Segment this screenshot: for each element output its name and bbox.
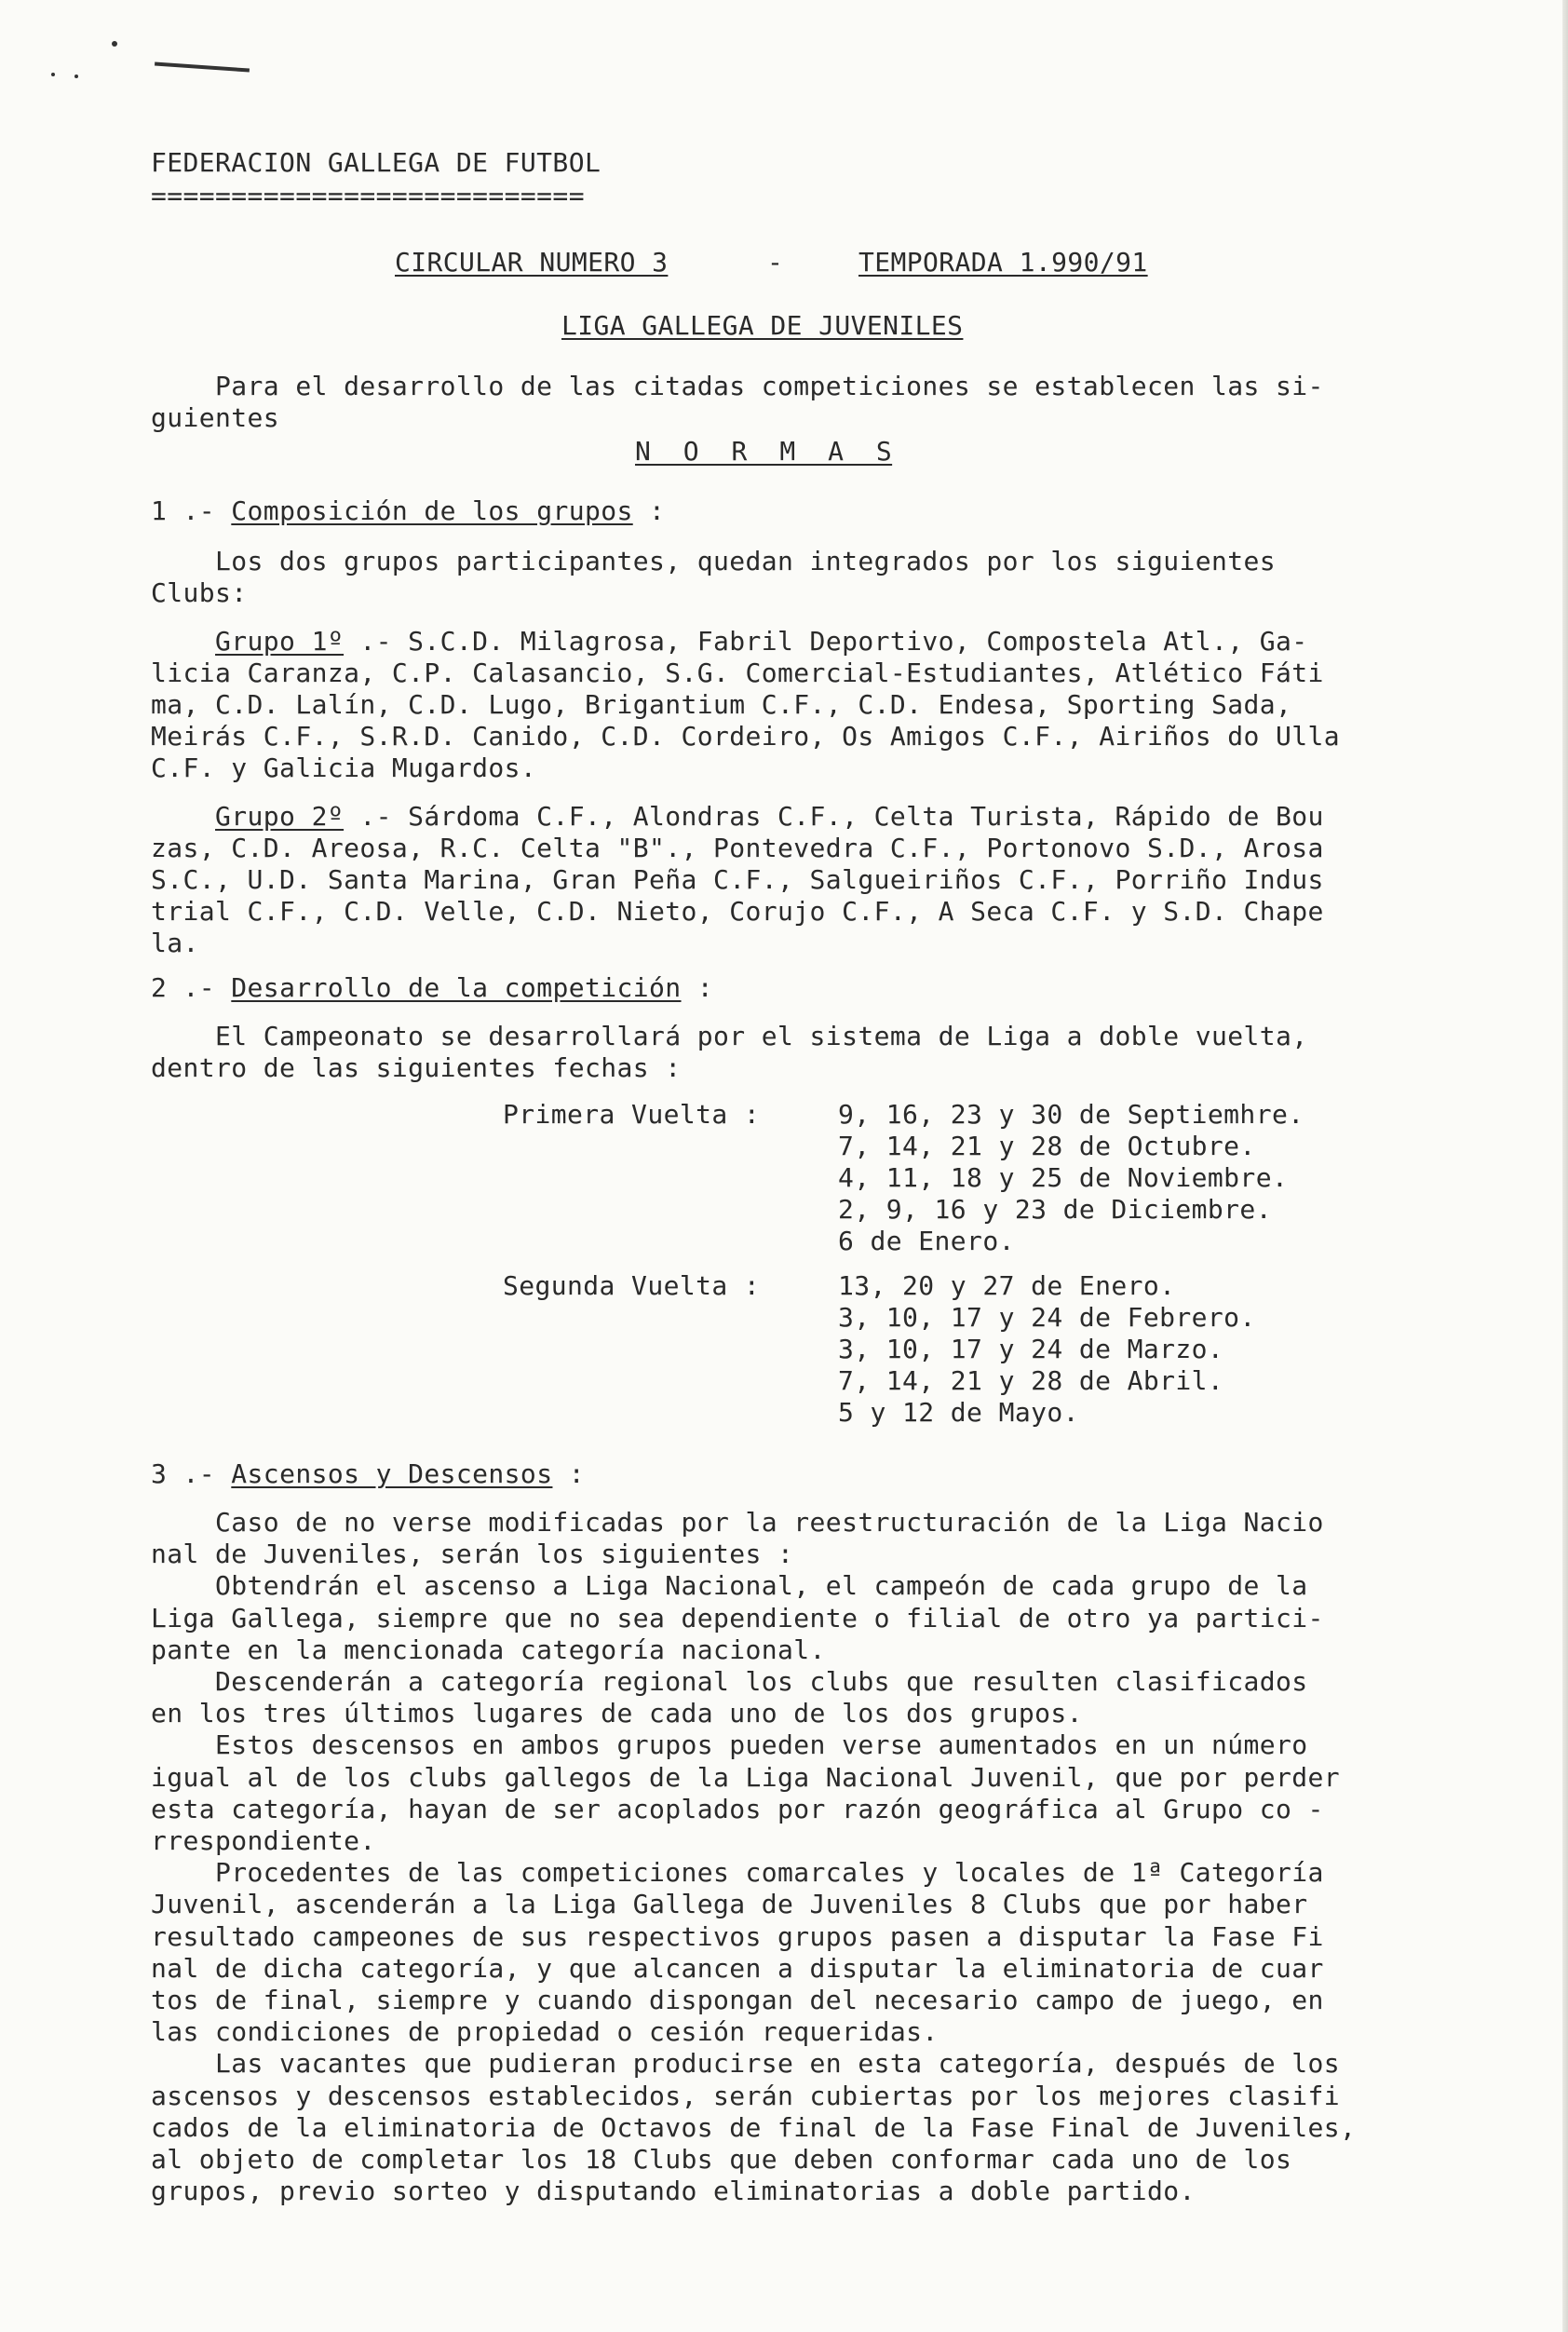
circular-number: CIRCULAR NUMERO 3 [395,247,669,278]
ink-mark [112,41,117,47]
group-2-line: zas, C.D. Areosa, R.C. Celta "B"., Pontevedra C.F., Portonovo S.D., Arosa [151,833,1324,863]
body-line: resultado campeones de sus respectivos grupos pasen a disputar la Fase Fi [151,1921,1324,1952]
body-line: ascensos y descensos establecidos, serán cubiertas por los mejores clasifi [151,2081,1341,2111]
section-number: 1 .- [151,495,232,526]
group-1-first: .- S.C.D. Milagrosa, Fabril Deportivo, Compostela Atl., Ga- [344,626,1308,657]
group-1-line: licia Caranza, C.P. Calasancio, S.G. Comercial-Estudiantes, Atlético Fáti [151,658,1324,688]
section-colon: : [632,495,666,526]
body-line: en los tres últimos lugares de cada uno de los dos grupos. [151,1698,1083,1729]
body-line: Las vacantes que pudieran producirse en esta categoría, después de los [151,2048,1341,2079]
body-line: Liga Gallega, siempre que no sea dependiente o filial de otro ya partici- [151,1603,1324,1634]
body-line: esta categoría, hayan de ser acoplados por razón geográfica al Grupo co - [151,1794,1324,1824]
intro-line: guientes [151,402,280,433]
body-line: tos de final, siempre y cuando dispongan del necesario campo de juego, en [151,1985,1324,2015]
page-edge [1562,0,1568,2332]
ink-mark [155,61,250,72]
date-line: 9, 16, 23 y 30 de Septiemhre. [838,1099,1304,1130]
section-colon: : [681,972,714,1003]
body-line: nal de Juveniles, serán los siguientes : [151,1539,794,1569]
date-line: 4, 11, 18 y 25 de Noviembre. [838,1162,1289,1193]
org-title: FEDERACION GALLEGA DE FUTBOL [151,147,602,178]
body-line: rrespondiente. [151,1825,376,1856]
section-title: Ascensos y Descensos [231,1458,553,1489]
group-1-line: Meirás C.F., S.R.D. Canido, C.D. Cordeiro, Os Amigos C.F., Airiños do Ulla [151,721,1341,752]
section-number: 3 .- [151,1458,232,1489]
section-colon: : [552,1458,585,1489]
body-line: grupos, previo sorteo y disputando eliminatorias a doble partido. [151,2176,1196,2206]
date-line: 5 y 12 de Mayo. [838,1397,1079,1428]
group-2-line: S.C., U.D. Santa Marina, Gran Peña C.F., Salgueiriños C.F., Porriño Indus [151,864,1324,895]
ink-mark [51,73,55,76]
body-line: cados de la eliminatoria de Octavos de final de la Fase Final de Juveniles, [151,2112,1357,2143]
date-line: 13, 20 y 27 de Enero. [838,1270,1176,1301]
date-line: 7, 14, 21 y 28 de Abril. [838,1365,1224,1396]
body-line: Descenderán a categoría regional los clubs que resulten clasificados [151,1666,1308,1697]
first-round-label: Primera Vuelta : [503,1099,761,1130]
body-line: al objeto de completar los 18 Clubs que deben conformar cada uno de los [151,2144,1292,2175]
section-title: Desarrollo de la competición [231,972,682,1003]
intro-line: Para el desarrollo de las citadas competiciones se establecen las si- [151,371,1324,401]
body-line: pante en la mencionada categoría nacional. [151,1634,826,1665]
section-2-heading [151,972,713,1004]
date-line: 3, 10, 17 y 24 de Marzo. [838,1334,1224,1364]
body-line: Obtendrán el ascenso a Liga Nacional, el campeón de cada grupo de la [151,1570,1308,1601]
group-1-line [151,626,1308,658]
body-line: Los dos grupos participantes, quedan integrados por los siguientes [151,546,1277,576]
normas-heading: N O R M A S [635,436,893,467]
group-2-line: la. [151,928,199,958]
group-2-line: trial C.F., C.D. Velle, C.D. Nieto, Corujo C.F., A Seca C.F. y S.D. Chape [151,896,1324,927]
body-line: El Campeonato se desarrollará por el sistema de Liga a doble vuelta, [151,1021,1308,1051]
header-dash: - [767,247,784,278]
group-2-line [151,801,1324,833]
group-2-label: Grupo 2º [215,801,345,832]
section-number: 2 .- [151,972,232,1003]
league-title: LIGA GALLEGA DE JUVENILES [561,310,964,341]
body-line: Clubs: [151,577,248,608]
group-1-line: C.F. y Galicia Mugardos. [151,752,537,783]
section-title: Composición de los grupos [231,495,633,526]
org-title-rule: =========================== [151,181,585,211]
body-line: Caso de no verse modificadas por la reestructuración de la Liga Nacio [151,1507,1324,1538]
group-1-line: ma, C.D. Lalín, C.D. Lugo, Brigantium C.F., C.D. Endesa, Sporting Sada, [151,689,1292,720]
body-line: dentro de las siguientes fechas : [151,1052,682,1083]
date-line: 7, 14, 21 y 28 de Octubre. [838,1131,1256,1161]
body-line: las condiciones de propiedad o cesión requeridas. [151,2016,939,2047]
season-label: TEMPORADA 1.990/91 [858,247,1148,278]
second-round-label: Segunda Vuelta : [503,1270,761,1301]
body-line: nal de dicha categoría, y que alcancen a disputar la eliminatoria de cuar [151,1953,1324,1984]
section-1-heading [151,495,665,527]
date-line: 6 de Enero. [838,1226,1015,1256]
date-line: 3, 10, 17 y 24 de Febrero. [838,1302,1256,1333]
body-line: Juvenil, ascenderán a la Liga Gallega de Juveniles 8 Clubs que por haber [151,1889,1308,1919]
ink-mark [74,75,78,78]
date-line: 2, 9, 16 y 23 de Diciembre. [838,1194,1272,1225]
group-2-first: .- Sárdoma C.F., Alondras C.F., Celta Turista, Rápido de Bou [344,801,1324,832]
group-1-label: Grupo 1º [215,626,345,657]
body-line: Estos descensos en ambos grupos pueden verse aumentados en un número [151,1729,1308,1760]
body-line: Procedentes de las competiciones comarcales y locales de 1ª Categoría [151,1857,1324,1888]
section-3-heading [151,1458,585,1490]
body-line: igual al de los clubs gallegos de la Liga Nacional Juvenil, que por perder [151,1762,1341,1793]
